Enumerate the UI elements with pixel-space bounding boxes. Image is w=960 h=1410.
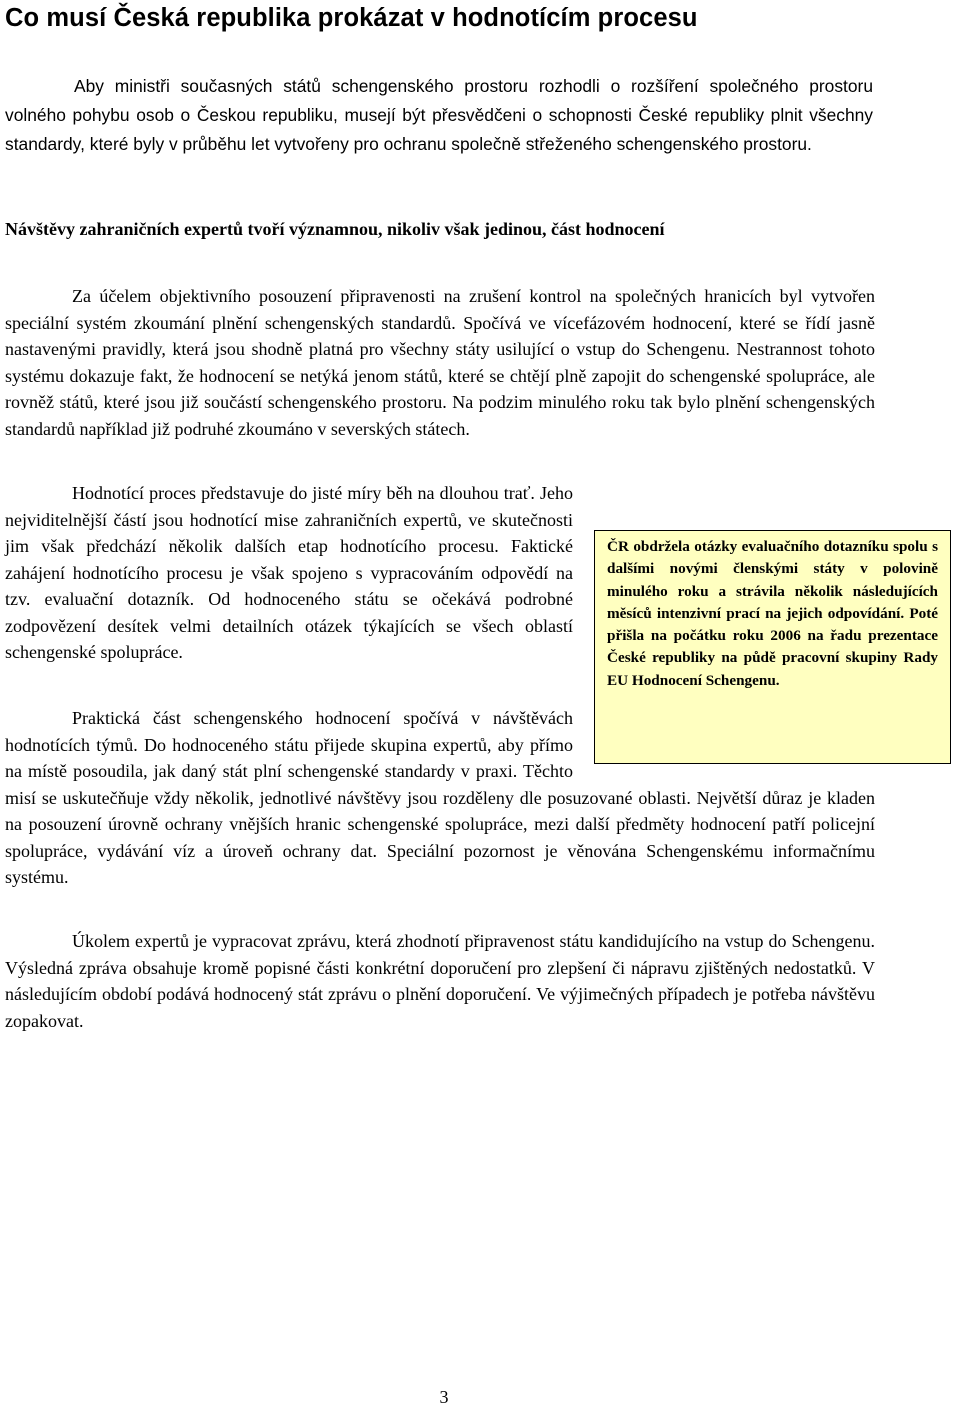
paragraph-evaluation-process-text: Hodnotící proces představuje do jisté míry běh na dlouhou trať. Jeho nejviditelnější částí jsou hodnotící mise zahraničních expertů, ve skutečnosti jim však předchází několik dalších etap hodnotícího procesu. Faktické zahájení hodnotícího procesu je však spojeno s vypracováním odpovědí na tzv. evaluační dotazník. Od hodnoceného státu se očekává podrobné zodpovězení desítek velmi detailních otázek týkajících se všech oblastí schengenské spolupráce. xyxy=(5,483,573,662)
page-title: Co musí Česká republika prokázat v hodnotícím procesu xyxy=(5,4,698,32)
callout-box: ČR obdržela otázky evaluačního dotazníku spolu s dalšími novými členskými státy v polovině minulého roku a strávila několik následujících měsíců intenzivní prací na jejich odpovídání. Poté přišla na počátku roku 2006 na řadu prezentace České republiky na půdě pracovní skupiny Rady EU Hodnocení Schengenu. xyxy=(594,530,951,764)
paragraph-practical-part-text: Praktická část schengenského hodnocení spočívá v návštěvách hodnotících týmů. Do hodnoceného státu přijede skupina expertů, aby přímo na místě posoudila, jak daný stát plní schengenské standardy v praxi. Těchto misí se uskutečňuje vždy několik, jednotlivé návštěvy jsou rozděleny dle posuzované oblasti. Největší důraz je kladen na posouzení úrovně ochrany vnějších hranic schengenské spolupráce, mezi další předměty hodnocení patří policejní spolupráce, vydávání víz a úroveň ochrany dat. Speciální pozornost je věnována Schengenskému informačnímu systému. xyxy=(5,708,875,887)
intro-paragraph: Aby ministři současných států schengenského prostoru rozhodli o rozšíření společného prostoru volného pohybu osob o Českou republiku, musejí být přesvědčeni o schopnosti České republiky plnit všechny standardy, které byly v průběhu let vytvořeny pro ochranu společně střeženého schengenského prostoru. xyxy=(5,76,873,154)
section-subheading: Návštěvy zahraničních expertů tvoří významnou, nikoliv však jedinou, část hodnocení xyxy=(5,219,665,239)
paragraph-expert-report: Úkolem expertů je vypracovat zprávu, která zhodnotí připravenost státu kandidujícího na vstup do Schengenu. Výsledná zpráva obsahuje kromě popisné části konkrétní doporučení pro zlepšení či nápravu zjištěných nedostatků. V následujícím období podává hodnocený stát zprávu o plnění doporučení. Ve výjimečných případech je potřeba návštěvu zopakovat. xyxy=(5,931,875,1031)
page-number: 3 xyxy=(439,1387,449,1407)
paragraph-evaluation-system: Za účelem objektivního posouzení připravenosti na zrušení kontrol na společných hranicích byl vytvořen speciální systém zkoumání plnění schengenských standardů. Spočívá ve vícefázovém hodnocení, které se řídí jasně nastavenými pravidly, která jsou shodně platná pro všechny státy usilující o vstup do Schengenu. Nestrannost tohoto systému dokazuje fakt, že hodnocení se netýká jenom států, které se chtějí plně zapojit do schengenské spolupráce, ale rovněž států, které jsou již součástí schengenského prostoru. Na podzim minulého roku tak bylo plnění schengenských standardů například již podruhé zkoumáno v severských státech. xyxy=(5,286,875,439)
